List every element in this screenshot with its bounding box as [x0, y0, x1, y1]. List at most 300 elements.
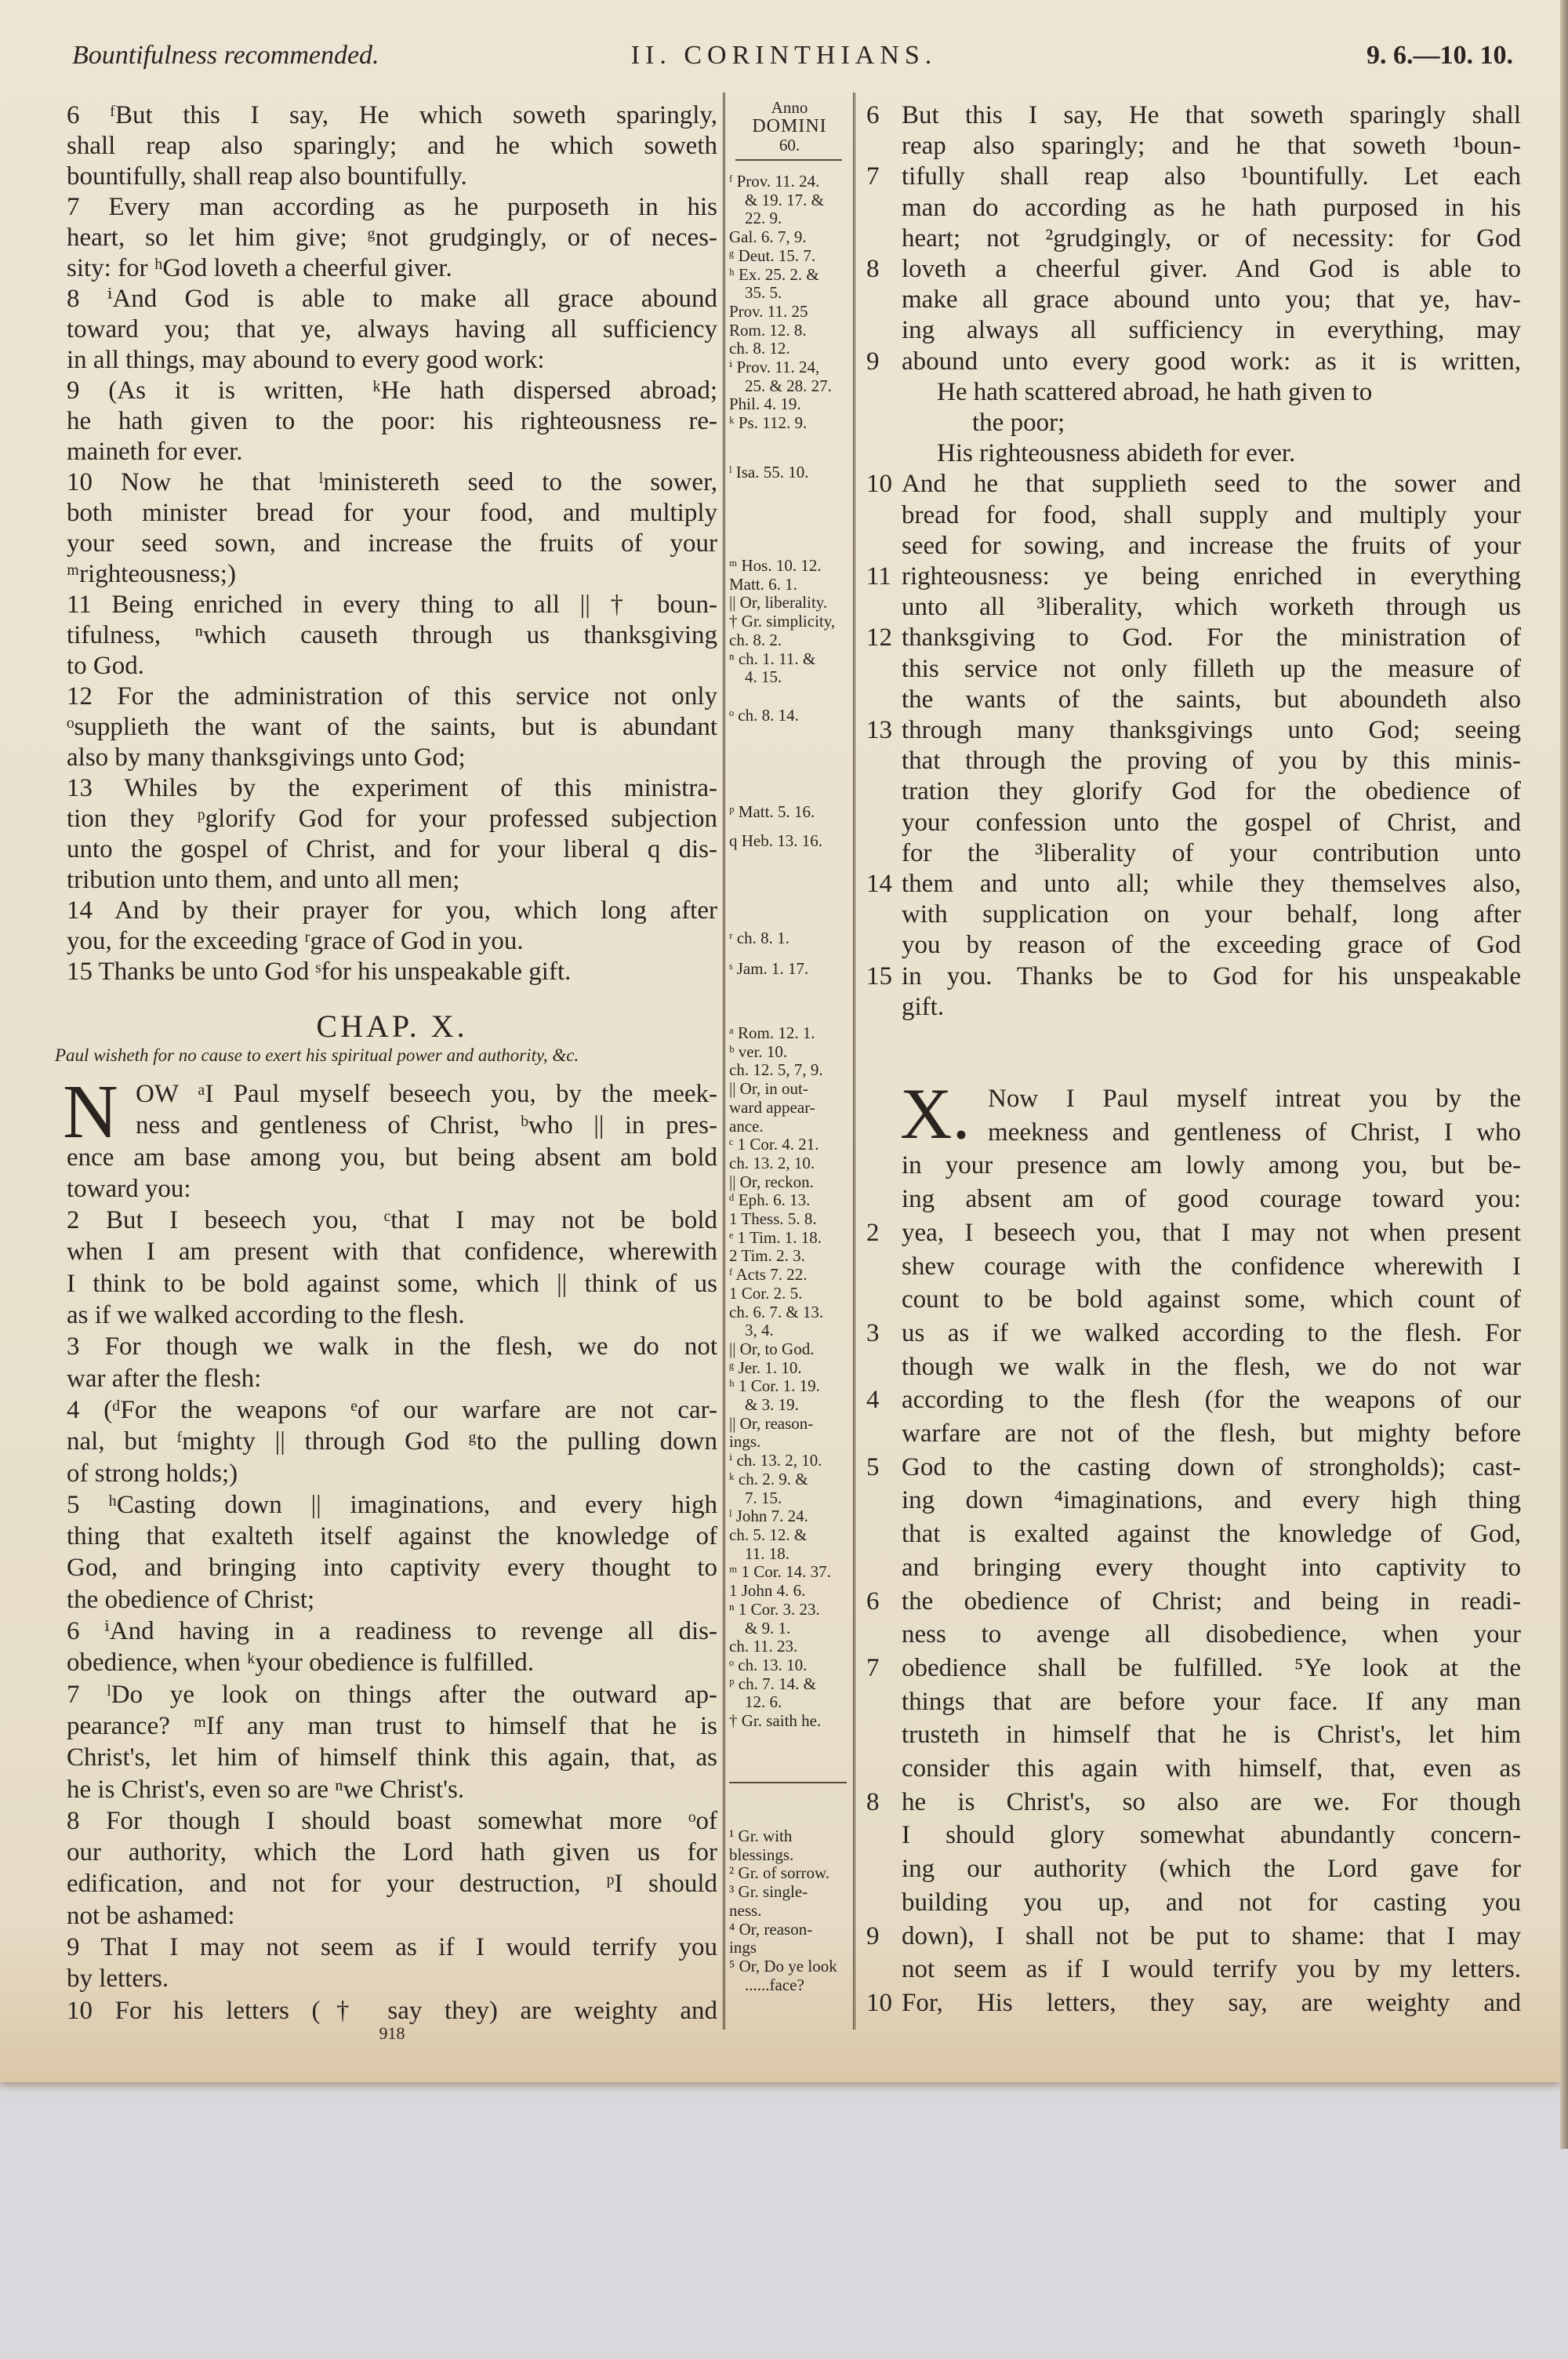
- text-line: 8 ⁱAnd God is able to make all grace abound: [67, 285, 717, 313]
- cross-reference: ch. 6. 7. & 13.: [729, 1302, 824, 1321]
- verse-number: [866, 1518, 902, 1551]
- verse-number: [866, 654, 902, 685]
- line-text: the wants of the saints, but aboundeth also: [902, 685, 1521, 714]
- verse-number: [866, 1886, 902, 1920]
- cross-reference-group: [729, 557, 850, 687]
- verse-number: 6: [866, 1587, 880, 1616]
- line-text: for the ³liberality of your contribution unto: [902, 838, 1521, 867]
- line-text: warfare are not of the flesh, but mighty before: [902, 1419, 1521, 1448]
- text-line: edification, and not for your destruction, ᵖI should: [67, 1870, 717, 1899]
- line-text: For, His letters, they say, are weighty and: [902, 1988, 1521, 2017]
- text-line: tribution unto them, and unto all men;: [67, 866, 460, 894]
- text-line: [866, 438, 1521, 469]
- left-column-chapter-10: [67, 1078, 717, 2026]
- text-line: [866, 469, 1521, 500]
- cross-reference: & 3. 19.: [745, 1395, 799, 1415]
- text-line: thing that exalteth itself against the knowledge of: [67, 1522, 717, 1551]
- verse-paragraph: [67, 100, 717, 192]
- verse-number: 9: [866, 1921, 880, 1950]
- running-head-reference: 9. 6.—10. 10.: [1367, 41, 1513, 70]
- cross-reference: † Gr. saith he.: [729, 1711, 822, 1731]
- text-line: [866, 1786, 1521, 1819]
- text-line: 5 ʰCasting down || imaginations, and every high: [67, 1490, 717, 1519]
- cross-reference-group: [729, 173, 850, 433]
- line-text: you by reason of the exceeding grace of God: [902, 931, 1521, 960]
- verse-paragraph: [67, 376, 717, 467]
- text-line: [866, 562, 1521, 592]
- cross-reference: 7. 15.: [745, 1488, 782, 1507]
- cross-reference: 1 Thess. 5. 8.: [729, 1209, 817, 1229]
- cross-reference: || Or, to God.: [729, 1339, 815, 1358]
- verse-number: [866, 500, 902, 531]
- verse-number: [866, 1953, 902, 1986]
- text-line: the obedience of Christ;: [67, 1585, 315, 1614]
- text-line: 4 (ᵈFor the weapons ᵉof our warfare are not car-: [67, 1395, 717, 1424]
- text-line: [866, 838, 1521, 869]
- text-line: obedience, when ᵏyour obedience is fulfilled.: [67, 1648, 534, 1677]
- cross-reference: blessings.: [729, 1845, 794, 1864]
- cross-reference: ⁴ Or, reason-: [729, 1919, 813, 1939]
- verse-paragraph: [67, 467, 717, 590]
- line-text: ing absent am of good courage toward you:: [902, 1185, 1521, 1214]
- cross-reference: 4. 15.: [745, 667, 782, 687]
- verse-paragraph: [67, 590, 717, 682]
- cross-reference: ch. 8. 2.: [729, 630, 782, 649]
- cross-reference: ³ Gr. single-: [729, 1882, 808, 1902]
- drop-cap-left: N: [63, 1070, 118, 1154]
- cross-reference: ch. 12. 5, 7, 9.: [729, 1060, 823, 1080]
- text-line: your seed sown, and increase the fruits of your: [67, 529, 717, 558]
- line-text: reap also sparingly; and he that soweth ¹boun-: [902, 132, 1521, 161]
- line-text: through many thanksgivings unto God; seeing: [902, 716, 1521, 745]
- text-line: [866, 1417, 1521, 1451]
- cross-reference-group: [729, 929, 850, 948]
- verse-number: [866, 930, 902, 961]
- text-line: [866, 1149, 1521, 1183]
- line-text: consider this again with himself, that, even as: [902, 1754, 1521, 1783]
- verse-paragraph: [67, 1805, 717, 1932]
- cross-reference: || Or, in out-: [729, 1079, 808, 1099]
- line-text: He hath scattered abroad, he hath given to: [937, 377, 1373, 406]
- verse-number: 15: [866, 961, 892, 990]
- line-text: in your presence am lowly among you, but be-: [902, 1151, 1521, 1180]
- text-line: 9 (As it is written, ᵏHe hath dispersed abroad;: [67, 376, 717, 405]
- verse-number: [866, 1417, 902, 1451]
- verse-paragraph: [67, 1489, 717, 1616]
- cross-reference: 11. 18.: [745, 1543, 789, 1563]
- cross-reference: ᵍ Jer. 1. 10.: [729, 1358, 802, 1377]
- cross-reference-group: [729, 832, 850, 851]
- text-line: unto the gospel of Christ, and for your liberal q dis-: [67, 835, 717, 863]
- text-line: by letters.: [67, 1965, 169, 1994]
- cross-reference: & 19. 17. &: [745, 190, 824, 209]
- line-text: yea, I beseech you, that I may not when present: [902, 1218, 1521, 1247]
- verse-number: [866, 685, 902, 715]
- text-line: when I am present with that confidence, wherewith: [67, 1238, 717, 1267]
- verse-number: [866, 900, 902, 930]
- cross-reference: ᵖ Matt. 5. 16.: [729, 802, 815, 821]
- margin-date: [731, 98, 848, 154]
- text-line: war after the flesh:: [67, 1364, 262, 1393]
- text-line: [866, 1585, 1521, 1619]
- line-text: in you. Thanks be to God for his unspeakable: [902, 961, 1521, 990]
- cross-reference: || Or, reason-: [729, 1413, 814, 1433]
- text-line: [866, 500, 1521, 531]
- line-text: seed for sowing, and increase the fruits of your: [902, 531, 1521, 560]
- verse-paragraph: [866, 1074, 1521, 2020]
- verse-number: [866, 1819, 902, 1852]
- line-text: abound unto every good work: as it is written,: [902, 347, 1521, 376]
- cross-reference: ance.: [729, 1116, 764, 1136]
- verse-number: [866, 1183, 902, 1216]
- cross-reference: ᵍ Deut. 15. 7.: [729, 245, 816, 265]
- cross-reference: ings.: [729, 1432, 761, 1452]
- cross-reference: ² Gr. of sorrow.: [729, 1863, 829, 1883]
- line-text: ing always all sufficiency in everything, may: [902, 316, 1521, 345]
- text-line: I think to be bold against some, which || think of us: [67, 1269, 717, 1298]
- text-line: 7 Every man according as he purposeth in his: [67, 193, 717, 221]
- line-text: down), I shall not be put to shame: that I may: [902, 1921, 1521, 1950]
- cross-reference: ⁿ 1 Cor. 3. 23.: [729, 1599, 820, 1619]
- verse-paragraph: [866, 100, 1521, 377]
- text-line: tion they ᵖglorify God for your professed subjection: [67, 805, 717, 833]
- poetry-quote: [866, 377, 1521, 470]
- text-line: [866, 685, 1521, 715]
- line-text: Now I Paul myself intreat you by the: [988, 1085, 1521, 1113]
- verse-paragraph: [67, 773, 717, 896]
- text-line: [866, 592, 1521, 623]
- verse-number: [866, 531, 902, 562]
- cross-reference: 12. 6.: [745, 1692, 782, 1712]
- text-line: of strong holds;): [67, 1459, 238, 1488]
- verse-number: [866, 193, 902, 224]
- verse-number: 8: [866, 1787, 880, 1816]
- verse-number: [866, 838, 902, 869]
- cross-reference: ward appear-: [729, 1097, 815, 1117]
- cross-reference: ⁵ Or, Do ye look: [729, 1956, 837, 1976]
- cross-reference: ʳ ch. 8. 1.: [729, 929, 789, 947]
- cross-reference: ᵈ Eph. 6. 13.: [729, 1190, 811, 1210]
- text-line: [866, 1451, 1521, 1485]
- text-line: [866, 900, 1521, 930]
- verse-number: [866, 808, 902, 838]
- text-line: 6 ⁱAnd having in a readiness to revenge all dis-: [67, 1617, 717, 1646]
- cross-reference: ᶠ Acts 7. 22.: [729, 1265, 808, 1285]
- text-line: [866, 930, 1521, 961]
- text-line: [866, 1819, 1521, 1852]
- verse-number: 10: [866, 470, 892, 499]
- text-line: to God.: [67, 652, 144, 680]
- verse-number: [866, 1250, 902, 1284]
- line-text: your confession unto the gospel of Christ, and: [902, 808, 1521, 837]
- text-line: ness and gentleness of Christ, ᵇwho || in pres-: [136, 1111, 717, 1140]
- verse-paragraph: [67, 192, 717, 284]
- verse-paragraph: [67, 1078, 717, 1205]
- line-text: gift.: [902, 992, 945, 1021]
- text-line: 7 ˡDo ye look on things after the outward ap-: [67, 1680, 717, 1709]
- line-text: not seem as if I would terrify you by my letters.: [902, 1955, 1521, 1984]
- cross-reference: q Heb. 13. 16.: [729, 831, 822, 850]
- verse-number: [866, 408, 902, 438]
- verse-paragraph: [67, 1331, 717, 1394]
- text-line: [866, 131, 1521, 162]
- line-text: tifully shall reap also ¹bountifully. Let each: [902, 162, 1521, 191]
- line-text: ness to avenge all disobedience, when your: [902, 1620, 1521, 1649]
- line-text: meekness and gentleness of Christ, I who: [988, 1118, 1521, 1147]
- cross-reference-group: [729, 463, 850, 482]
- text-line: [866, 1350, 1521, 1384]
- cross-reference: ˡ John 7. 24.: [729, 1507, 808, 1526]
- verse-number: 2: [866, 1218, 880, 1247]
- line-text: I should glory somewhat abundantly concern-: [902, 1821, 1521, 1850]
- verse-paragraph: [67, 1205, 717, 1331]
- verse-number: 6: [866, 101, 880, 129]
- line-text: he is Christ's, so also are we. For though: [902, 1787, 1521, 1816]
- verse-number: [866, 1685, 902, 1719]
- text-line: 3 For though we walk in the flesh, we do not: [67, 1332, 717, 1361]
- text-line: bountifully, shall reap also bountifully.: [67, 162, 467, 191]
- line-text: ing our authority (which the Lord gave for: [902, 1855, 1521, 1884]
- cross-reference: ᵏ Ps. 112. 9.: [729, 413, 808, 433]
- line-text: count to be bold against some, which count of: [902, 1285, 1521, 1314]
- cross-reference: ᵃ Rom. 12. 1.: [729, 1023, 815, 1042]
- text-line: [866, 408, 1521, 438]
- text-line: OW ᵃI Paul myself beseech you, by the meek-: [136, 1080, 717, 1108]
- text-line: not be ashamed:: [67, 1901, 235, 1930]
- text-line: [866, 254, 1521, 285]
- chapter-heading: CHAP. X.: [316, 1009, 468, 1044]
- right-column-revised-chapter-10: [866, 1074, 1521, 2020]
- cross-reference: ᵐ 1 Cor. 14. 37.: [729, 1562, 831, 1582]
- text-line: he is Christ's, even so are ⁿwe Christ's.: [67, 1775, 465, 1804]
- text-line: [866, 1953, 1521, 1986]
- text-line: [866, 746, 1521, 776]
- verse-paragraph: [866, 469, 1521, 1023]
- text-line: [866, 1216, 1521, 1250]
- verse-number: 11: [866, 562, 891, 591]
- cross-reference: ch. 5. 12. &: [729, 1525, 808, 1544]
- line-text: But this I say, He that soweth sparingly shall: [902, 101, 1521, 129]
- verse-number: [953, 1082, 988, 1116]
- cross-reference: ʰ 1 Cor. 1. 19.: [729, 1376, 820, 1396]
- line-text: tration they glorify God for the obedience of: [902, 777, 1521, 806]
- cross-reference: 25. & 28. 27.: [745, 376, 832, 395]
- line-text: with supplication on your behalf, long after: [902, 900, 1521, 929]
- cross-reference: † Gr. simplicity,: [729, 612, 836, 631]
- text-line: [866, 1852, 1521, 1886]
- line-text: God to the casting down of strongholds); cast-: [902, 1452, 1521, 1481]
- verse-number: [953, 1116, 988, 1150]
- text-line: heart, so let him give; ᵍnot grudgingly, or of neces-: [67, 224, 717, 252]
- line-text: And he that supplieth seed to the sower and: [902, 470, 1521, 499]
- text-line: [866, 531, 1521, 562]
- text-line: [866, 377, 1521, 408]
- cross-reference: ᶠ Prov. 11. 24.: [729, 172, 820, 191]
- cross-reference: Prov. 11. 25: [729, 301, 808, 321]
- text-line: [866, 1484, 1521, 1518]
- text-line: [866, 224, 1521, 254]
- verse-paragraph: [67, 957, 717, 987]
- cross-reference: 3, 4.: [745, 1321, 774, 1340]
- text-line: 12 For the administration of this service not only: [67, 682, 717, 711]
- left-column-chapter-9: [67, 100, 717, 987]
- text-line: [866, 776, 1521, 807]
- line-text: things that are before your face. If any man: [902, 1687, 1521, 1716]
- cross-reference: ᵇ ver. 10.: [729, 1041, 788, 1061]
- text-line: 2 But I beseech you, ᶜthat I may not be bold: [67, 1206, 717, 1235]
- cross-reference: 1 Cor. 2. 5.: [729, 1283, 803, 1303]
- text-line: sity: for ʰGod loveth a cheerful giver.: [67, 254, 452, 282]
- text-line: 11 Being enriched in every thing to all || † boun-: [67, 591, 717, 619]
- text-line: toward you:: [67, 1174, 191, 1203]
- text-line: [866, 1886, 1521, 1920]
- text-line: [866, 1518, 1521, 1551]
- cross-reference: ᵏ ch. 2. 9. &: [729, 1469, 808, 1488]
- text-line: [866, 623, 1521, 653]
- cross-reference: Gal. 6. 7, 9.: [729, 227, 807, 247]
- cross-reference: ings: [729, 1938, 757, 1957]
- text-line: [866, 1183, 1521, 1216]
- text-line: [866, 808, 1521, 838]
- cross-reference: ⁱ Prov. 11. 24,: [729, 358, 820, 377]
- cross-reference: & 9. 1.: [745, 1618, 791, 1637]
- verse-number: [866, 438, 902, 469]
- text-line: [866, 1986, 1521, 2020]
- text-line: shall reap also sparingly; and he which soweth: [67, 132, 717, 160]
- text-line: [866, 1283, 1521, 1317]
- text-line: ence am base among you, but being absent am bold: [67, 1143, 717, 1172]
- page-number: 918: [379, 2023, 405, 2043]
- verse-number: [866, 1350, 902, 1384]
- verse-number: 5: [866, 1452, 880, 1481]
- verse-number: 7: [866, 1653, 880, 1682]
- text-line: pearance? ᵐIf any man trust to himself that he is: [67, 1711, 717, 1740]
- line-text: us as if we walked according to the flesh. For: [902, 1318, 1521, 1347]
- verse-number: [866, 1618, 902, 1652]
- text-line: [866, 1383, 1521, 1417]
- line-text: thanksgiving to God. For the ministration of: [902, 623, 1521, 652]
- verse-number: 14: [866, 870, 892, 899]
- drop-cap-right: X.: [900, 1074, 971, 1154]
- cross-reference-group: [729, 1024, 850, 1731]
- text-line: [866, 1551, 1521, 1585]
- verse-number: [866, 285, 902, 315]
- text-line: [866, 1116, 1521, 1150]
- line-text: heart; not ²grudgingly, or of necessity: for God: [902, 224, 1521, 253]
- cross-reference: ch. 11. 23.: [729, 1637, 798, 1656]
- line-text: according to the flesh (for the weapons of our: [902, 1386, 1521, 1415]
- line-text: ing down ⁴imaginations, and every high thing: [902, 1486, 1521, 1515]
- line-text: the obedience of Christ; and being in readi-: [902, 1587, 1521, 1616]
- verse-number: 9: [866, 347, 880, 376]
- page-edge: [1560, 0, 1568, 2149]
- text-line: 8 For though I should boast somewhat more ᵒof: [67, 1806, 717, 1835]
- verse-paragraph: [67, 1616, 717, 1679]
- line-text: righteousness: ye being enriched in everything: [902, 562, 1521, 591]
- verse-paragraph: [67, 1995, 717, 2026]
- cross-reference: ⁱ ch. 13. 2, 10.: [729, 1451, 822, 1470]
- verse-number: 3: [866, 1318, 880, 1347]
- line-text: His righteousness abideth for ever.: [937, 439, 1296, 468]
- cross-reference: Phil. 4. 19.: [729, 394, 801, 414]
- verse-number: [866, 1484, 902, 1518]
- cross-reference: ch. 8. 12.: [729, 339, 790, 358]
- verse-paragraph: [67, 1679, 717, 1805]
- domini-label: DOMINI: [752, 116, 827, 136]
- line-text: this service not only filleth up the measure of: [902, 654, 1521, 683]
- text-line: nal, but ᶠmighty || through God ᵍto the pulling down: [67, 1427, 717, 1456]
- text-line: both minister bread for your food, and multiply: [67, 499, 717, 527]
- verse-number: [866, 1752, 902, 1786]
- text-line: in all things, may abound to every good work:: [67, 346, 545, 374]
- cross-reference: ......face?: [745, 1975, 804, 1994]
- verse-number: [866, 1718, 902, 1752]
- text-line: [866, 1718, 1521, 1752]
- verse-number: [866, 377, 902, 408]
- text-line: 10 Now he that ˡministereth seed to the sower,: [67, 468, 717, 496]
- line-text: the poor;: [972, 409, 1065, 438]
- text-line: [866, 1317, 1521, 1350]
- text-line: 6 ᶠBut this I say, He which soweth sparingly,: [67, 101, 717, 129]
- verse-number: 13: [866, 716, 892, 745]
- verse-number: [866, 315, 902, 346]
- margin-divider: [729, 1782, 847, 1783]
- cross-reference: ᵒ ch. 8. 14.: [729, 706, 799, 725]
- cross-reference: ᵉ 1 Tim. 1. 18.: [729, 1227, 822, 1247]
- cross-reference: ˡ Isa. 55. 10.: [729, 463, 809, 482]
- cross-reference: ch. 13. 2, 10.: [729, 1153, 815, 1172]
- cross-reference: Rom. 12. 8.: [729, 320, 807, 340]
- line-text: bread for food, shall supply and multiply your: [902, 500, 1521, 529]
- text-line: ᵐrighteousness;): [67, 560, 236, 588]
- text-line: [866, 715, 1521, 746]
- text-line: [866, 1652, 1521, 1685]
- cross-reference-group: [729, 803, 850, 822]
- cross-reference: ¹ Gr. with: [729, 1826, 793, 1845]
- cross-reference: || Or, reckon.: [729, 1172, 814, 1191]
- text-line: 15 Thanks be unto God ˢfor his unspeakable gift.: [67, 958, 572, 986]
- cross-reference-group: [729, 707, 850, 725]
- text-line: 14 And by their prayer for you, which long after: [67, 896, 717, 925]
- text-line: he hath given to the poor: his righteousness re-: [67, 407, 717, 435]
- line-text: though we walk in the flesh, we do not war: [902, 1352, 1521, 1381]
- text-line: also by many thanksgivings unto God;: [67, 743, 466, 772]
- text-line: [866, 315, 1521, 346]
- text-line: [866, 1250, 1521, 1284]
- line-text: trusteth in himself that he is Christ's, let him: [902, 1721, 1521, 1750]
- chapter-summary: Paul wisheth for no cause to exert his spiritual power and authority, &c.: [55, 1045, 579, 1065]
- cross-reference: 1 John 4. 6.: [729, 1581, 806, 1601]
- margin-rule-right: [853, 93, 858, 2030]
- verse-number: [866, 224, 902, 254]
- text-line: [866, 869, 1521, 900]
- text-line: [866, 1082, 1521, 1116]
- running-head-book: II. CORINTHIANS.: [630, 41, 938, 70]
- verse-number: 7: [866, 162, 880, 191]
- verse-number: [866, 131, 902, 162]
- line-text: obedience shall be fulfilled. ⁵Ye look at the: [902, 1653, 1521, 1682]
- text-line: tifulness, ⁿwhich causeth through us thanksgiving: [67, 621, 717, 649]
- text-line: 10 For his letters († say they) are weighty and: [67, 1996, 717, 2025]
- text-line: ᵒsupplieth the want of the saints, but is abundant: [67, 713, 717, 741]
- text-line: 9 That I may not seem as if I would terrify you: [67, 1933, 717, 1962]
- verse-number: 4: [866, 1386, 880, 1415]
- verse-number: 8: [866, 255, 880, 284]
- line-text: man do according as he hath purposed in his: [902, 193, 1521, 222]
- text-line: [866, 193, 1521, 224]
- line-text: unto all ³liberality, which worketh through us: [902, 593, 1521, 622]
- cross-reference-group: [729, 960, 850, 979]
